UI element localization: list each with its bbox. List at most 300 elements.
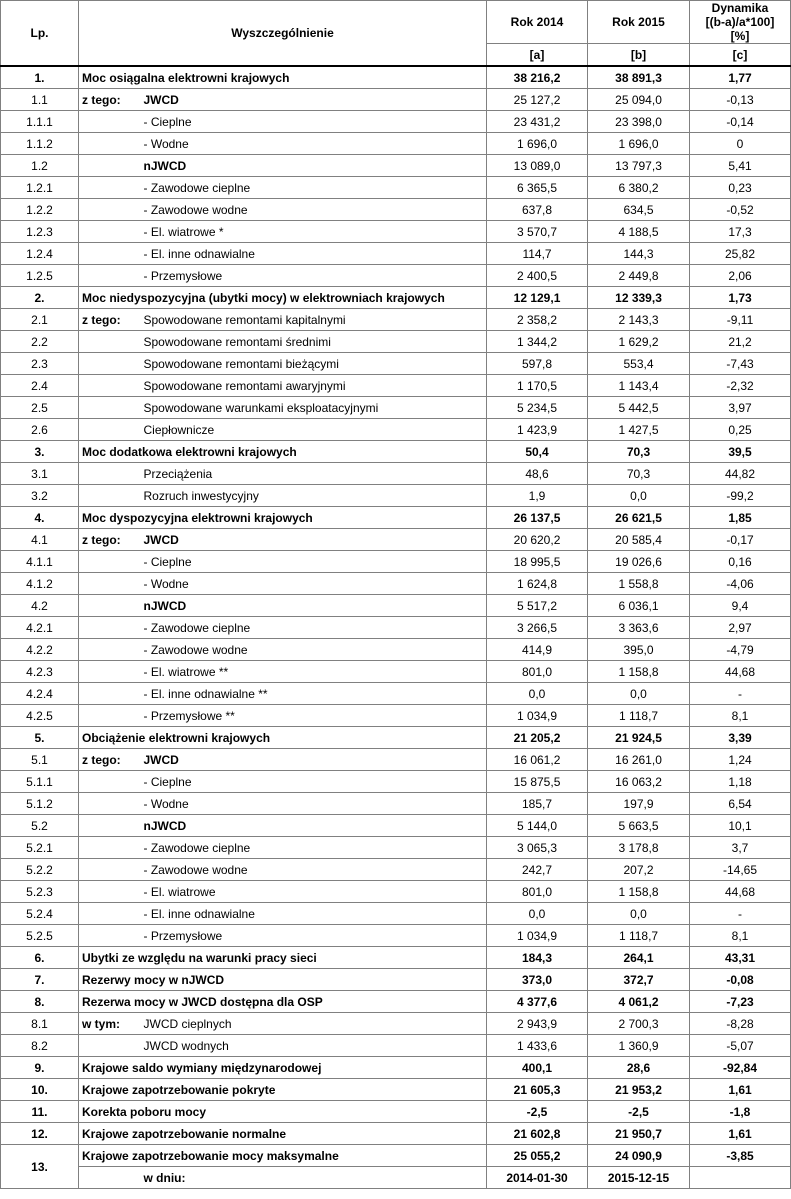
row-value-2015: 23 398,0 <box>588 111 690 133</box>
row-label: Korekta poboru mocy <box>79 1101 487 1123</box>
row-lp: 1.1.2 <box>1 133 79 155</box>
row-lp: 5.2.2 <box>1 859 79 881</box>
header-lp: Lp. <box>1 1 79 67</box>
row-label: Spowodowane warunkami eksploatacyjnymi <box>141 397 487 419</box>
table-row <box>1 243 791 265</box>
row-prefix <box>79 243 141 265</box>
row-lp: 4.1 <box>1 529 79 551</box>
table-row <box>1 265 791 287</box>
table-body <box>1 66 791 1145</box>
row-label: JWCD <box>141 89 487 111</box>
row-prefix <box>79 551 141 573</box>
row-prefix <box>79 859 141 881</box>
row-lp: 1.2.4 <box>1 243 79 265</box>
row-value-2015: 0,0 <box>588 683 690 705</box>
row-value-2014: 25 127,2 <box>487 89 588 111</box>
row-lp: 4.1.2 <box>1 573 79 595</box>
row-dynamics: 1,24 <box>690 749 791 771</box>
row-value-2014: 637,8 <box>487 199 588 221</box>
row-dynamics: 0,23 <box>690 177 791 199</box>
row-prefix <box>79 331 141 353</box>
row-value-2015: 3 363,6 <box>588 617 690 639</box>
row-value-2014: 4 377,6 <box>487 991 588 1013</box>
row-dynamics: 1,85 <box>690 507 791 529</box>
row-value-2015: 21 950,7 <box>588 1123 690 1145</box>
table-row <box>1 133 791 155</box>
row-value-2014: 400,1 <box>487 1057 588 1079</box>
table-row <box>1 331 791 353</box>
row-value-2015: 16 261,0 <box>588 749 690 771</box>
row-date-empty <box>690 1167 791 1189</box>
row-value-2015: 1 158,8 <box>588 661 690 683</box>
row-value-2014: 13 089,0 <box>487 155 588 177</box>
row-prefix: z tego: <box>79 309 141 331</box>
row-value-2015: 24 090,9 <box>588 1145 690 1167</box>
header-name: Wyszczególnienie <box>79 1 487 67</box>
row-prefix: w tym: <box>79 1013 141 1035</box>
row-prefix <box>79 573 141 595</box>
table-row <box>1 441 791 463</box>
row-label: JWCD wodnych <box>141 1035 487 1057</box>
row-dynamics: 39,5 <box>690 441 791 463</box>
table-row <box>1 1079 791 1101</box>
row-lp: 12. <box>1 1123 79 1145</box>
row-value-2015: 372,7 <box>588 969 690 991</box>
row-label: Krajowe saldo wymiany międzynarodowej <box>79 1057 487 1079</box>
row-lp: 2. <box>1 287 79 309</box>
row-dynamics: 44,68 <box>690 881 791 903</box>
row-value-2015: 6 380,2 <box>588 177 690 199</box>
row-dynamics: 1,18 <box>690 771 791 793</box>
row-lp: 1.1 <box>1 89 79 111</box>
row-label: - El. inne odnawialne ** <box>141 683 487 705</box>
row-value-2015: 1 558,8 <box>588 573 690 595</box>
row-label: - Zawodowe cieplne <box>141 177 487 199</box>
row-value-2015: 1 118,7 <box>588 925 690 947</box>
row-dynamics: 9,4 <box>690 595 791 617</box>
row-value-2015: 1 360,9 <box>588 1035 690 1057</box>
row-prefix <box>79 925 141 947</box>
row-lp: 2.4 <box>1 375 79 397</box>
row-value-2015: 1 629,2 <box>588 331 690 353</box>
row-label: Spowodowane remontami awaryjnymi <box>141 375 487 397</box>
row-lp: 4.2.4 <box>1 683 79 705</box>
row-prefix <box>79 705 141 727</box>
table-row <box>1 749 791 771</box>
row-value-2014: 3 570,7 <box>487 221 588 243</box>
row-dynamics: -4,06 <box>690 573 791 595</box>
row-prefix <box>79 199 141 221</box>
row-label: Moc dyspozycyjna elektrowni krajowych <box>79 507 487 529</box>
table-body-last <box>1 1145 791 1189</box>
row-value-2014: 0,0 <box>487 903 588 925</box>
row-lp: 5.2.4 <box>1 903 79 925</box>
row-value-2014: 3 065,3 <box>487 837 588 859</box>
row-prefix <box>79 463 141 485</box>
row-prefix <box>79 353 141 375</box>
row-label: nJWCD <box>141 815 487 837</box>
row-value-2014: 1 423,9 <box>487 419 588 441</box>
table-row <box>1 1035 791 1057</box>
row-value-2014: 2 943,9 <box>487 1013 588 1035</box>
row-value-2014: 20 620,2 <box>487 529 588 551</box>
row-dynamics: -0,17 <box>690 529 791 551</box>
row-value-2014: 1 344,2 <box>487 331 588 353</box>
row-label: - El. inne odnawialne <box>141 903 487 925</box>
header-dynamics-line: Dynamika <box>711 1 769 15</box>
row-label: - Przemysłowe <box>141 265 487 287</box>
row-dynamics: -14,65 <box>690 859 791 881</box>
row-label: nJWCD <box>141 155 487 177</box>
row-value-2015: 3 178,8 <box>588 837 690 859</box>
row-value-2015: 25 094,0 <box>588 89 690 111</box>
row-dynamics: -9,11 <box>690 309 791 331</box>
table-row <box>1 881 791 903</box>
row-dynamics: 2,97 <box>690 617 791 639</box>
row-dynamics: -0,14 <box>690 111 791 133</box>
row-dynamics: 1,61 <box>690 1123 791 1145</box>
row-value-2015: 26 621,5 <box>588 507 690 529</box>
row-value-2014: 6 365,5 <box>487 177 588 199</box>
row-value-2014: 21 602,8 <box>487 1123 588 1145</box>
table-row <box>1 66 791 89</box>
table-row <box>1 507 791 529</box>
row-value-2014: 48,6 <box>487 463 588 485</box>
row-lp: 3.2 <box>1 485 79 507</box>
row-lp: 5.2.3 <box>1 881 79 903</box>
table-row <box>1 221 791 243</box>
row-prefix <box>79 683 141 705</box>
row-value-2015: 13 797,3 <box>588 155 690 177</box>
row-value-2015: 5 442,5 <box>588 397 690 419</box>
row-dynamics: -8,28 <box>690 1013 791 1035</box>
table-row <box>1 485 791 507</box>
row-dynamics: 10,1 <box>690 815 791 837</box>
table-row <box>1 155 791 177</box>
row-dynamics: -0,52 <box>690 199 791 221</box>
row-lp: 1.2 <box>1 155 79 177</box>
row-label: Spowodowane remontami bieżącymi <box>141 353 487 375</box>
table-row <box>1 815 791 837</box>
table-row <box>1 463 791 485</box>
header-dynamics-line: [(b-a)/a*100] <box>705 15 775 29</box>
row-value-2015: 1 427,5 <box>588 419 690 441</box>
row-label: JWCD <box>141 749 487 771</box>
table-row <box>1 727 791 749</box>
row-lp: 2.2 <box>1 331 79 353</box>
row-label: - El. wiatrowe <box>141 881 487 903</box>
row-dynamics: -7,23 <box>690 991 791 1013</box>
table-row <box>1 617 791 639</box>
row-label: Rozruch inwestycyjny <box>141 485 487 507</box>
row-value-2014: 597,8 <box>487 353 588 375</box>
row-value-2014: 18 995,5 <box>487 551 588 573</box>
row-lp: 5.2.1 <box>1 837 79 859</box>
row-dynamics: - <box>690 683 791 705</box>
row-prefix <box>79 837 141 859</box>
row-value-2014: 23 431,2 <box>487 111 588 133</box>
table-row <box>1 837 791 859</box>
row-dynamics: -2,32 <box>690 375 791 397</box>
row-value-2015: 6 036,1 <box>588 595 690 617</box>
row-value-2015: 70,3 <box>588 441 690 463</box>
row-dynamics: -5,07 <box>690 1035 791 1057</box>
row-prefix <box>79 133 141 155</box>
row-prefix <box>79 485 141 507</box>
table-row <box>1 529 791 551</box>
row-dynamics: 1,61 <box>690 1079 791 1101</box>
row-lp: 1.1.1 <box>1 111 79 133</box>
table-row <box>1 375 791 397</box>
row-label: Rezerwy mocy w nJWCD <box>79 969 487 991</box>
row-lp: 5.2.5 <box>1 925 79 947</box>
row-lp: 1.2.2 <box>1 199 79 221</box>
row-value-2014: 185,7 <box>487 793 588 815</box>
row-label: Krajowe zapotrzebowanie mocy maksymalne <box>79 1145 487 1167</box>
row-lp: 4.2.3 <box>1 661 79 683</box>
row-lp: 11. <box>1 1101 79 1123</box>
subheader-b: [b] <box>588 44 690 67</box>
row-prefix <box>79 1035 141 1057</box>
row-value-2014: 5 144,0 <box>487 815 588 837</box>
table-row <box>1 793 791 815</box>
row-dynamics: -1,8 <box>690 1101 791 1123</box>
row-value-2014: 242,7 <box>487 859 588 881</box>
table-row <box>1 89 791 111</box>
row-value-2015: 0,0 <box>588 903 690 925</box>
row-value-2014: 16 061,2 <box>487 749 588 771</box>
row-label: JWCD cieplnych <box>141 1013 487 1035</box>
row-value-2014: 1 170,5 <box>487 375 588 397</box>
row-value-2015: 21 924,5 <box>588 727 690 749</box>
row-date-label: w dniu: <box>141 1167 487 1189</box>
table-row <box>1 1013 791 1035</box>
table-row <box>1 199 791 221</box>
row-value-2014: 12 129,1 <box>487 287 588 309</box>
row-value-2015: 0,0 <box>588 485 690 507</box>
row-prefix: z tego: <box>79 529 141 551</box>
subheader-a: [a] <box>487 44 588 67</box>
row-value-2014: 801,0 <box>487 661 588 683</box>
row-value-2014: 5 517,2 <box>487 595 588 617</box>
row-value-2015: 1 118,7 <box>588 705 690 727</box>
row-value-2015: 264,1 <box>588 947 690 969</box>
row-label: - El. inne odnawialne <box>141 243 487 265</box>
row-value-2015: 207,2 <box>588 859 690 881</box>
row-dynamics: 25,82 <box>690 243 791 265</box>
row-dynamics: 6,54 <box>690 793 791 815</box>
row-prefix <box>79 265 141 287</box>
row-label: Obciążenie elektrowni krajowych <box>79 727 487 749</box>
row-dynamics: -0,13 <box>690 89 791 111</box>
row-value-2014: 3 266,5 <box>487 617 588 639</box>
row-lp: 8.2 <box>1 1035 79 1057</box>
row-prefix <box>79 661 141 683</box>
row-value-2015: 2 449,8 <box>588 265 690 287</box>
row-value-2014: 184,3 <box>487 947 588 969</box>
row-label: Ubytki ze względu na warunki pracy sieci <box>79 947 487 969</box>
table-row <box>1 397 791 419</box>
row-dynamics: - <box>690 903 791 925</box>
row-dynamics: 8,1 <box>690 705 791 727</box>
row-dynamics: -0,08 <box>690 969 791 991</box>
table-row <box>1 573 791 595</box>
row-label: - El. wiatrowe ** <box>141 661 487 683</box>
row-value-2015: 2 143,3 <box>588 309 690 331</box>
table-row <box>1 551 791 573</box>
row-label: Spowodowane remontami średnimi <box>141 331 487 353</box>
row-prefix <box>79 221 141 243</box>
row-label: Moc niedyspozycyjna (ubytki mocy) w elektrowniach krajowych <box>79 287 487 309</box>
row-value-2015: 4 061,2 <box>588 991 690 1013</box>
row-label: - Zawodowe wodne <box>141 639 487 661</box>
row-label: Moc osiągalna elektrowni krajowych <box>79 66 487 89</box>
row-value-2015: 21 953,2 <box>588 1079 690 1101</box>
header-year-2015: Rok 2015 <box>588 1 690 44</box>
row-prefix <box>79 397 141 419</box>
row-lp: 2.3 <box>1 353 79 375</box>
row-lp: 2.1 <box>1 309 79 331</box>
row-label: Krajowe zapotrzebowanie normalne <box>79 1123 487 1145</box>
row-dynamics: 8,1 <box>690 925 791 947</box>
row-value-2015: 12 339,3 <box>588 287 690 309</box>
row-lp: 4.2.1 <box>1 617 79 639</box>
row-value-2014: 1 034,9 <box>487 705 588 727</box>
row-value-2015: 553,4 <box>588 353 690 375</box>
table-row <box>1 947 791 969</box>
row-value-2014: -2,5 <box>487 1101 588 1123</box>
row-label: - Zawodowe cieplne <box>141 617 487 639</box>
row-value-2014: 1,9 <box>487 485 588 507</box>
header-dynamics-line: [%] <box>730 29 750 43</box>
row-label: nJWCD <box>141 595 487 617</box>
row-value-2014: 38 216,2 <box>487 66 588 89</box>
row-label: - Zawodowe wodne <box>141 859 487 881</box>
subheader-c: [c] <box>690 44 791 67</box>
row-lp: 5.1.1 <box>1 771 79 793</box>
row-value-2015: 38 891,3 <box>588 66 690 89</box>
table-row <box>1 1167 791 1189</box>
row-prefix: z tego: <box>79 89 141 111</box>
row-lp: 7. <box>1 969 79 991</box>
row-value-2015: 28,6 <box>588 1057 690 1079</box>
table-row <box>1 639 791 661</box>
row-dynamics: 43,31 <box>690 947 791 969</box>
row-value-2014: 114,7 <box>487 243 588 265</box>
row-dynamics: -3,85 <box>690 1145 791 1167</box>
row-value-2015: 144,3 <box>588 243 690 265</box>
row-value-2015: 1 158,8 <box>588 881 690 903</box>
row-dynamics: 3,7 <box>690 837 791 859</box>
row-dynamics: 44,82 <box>690 463 791 485</box>
row-label: - Przemysłowe <box>141 925 487 947</box>
row-value-2015: 1 696,0 <box>588 133 690 155</box>
row-value-2015: 20 585,4 <box>588 529 690 551</box>
table-row <box>1 1145 791 1167</box>
row-lp: 1. <box>1 66 79 89</box>
row-label: Moc dodatkowa elektrowni krajowych <box>79 441 487 463</box>
row-prefix <box>79 639 141 661</box>
row-dynamics: 44,68 <box>690 661 791 683</box>
row-lp: 13. <box>1 1145 79 1189</box>
row-value-2014: 1 034,9 <box>487 925 588 947</box>
row-lp: 4.1.1 <box>1 551 79 573</box>
row-value-2014: 1 624,8 <box>487 573 588 595</box>
row-label: - Cieplne <box>141 771 487 793</box>
row-lp: 1.2.5 <box>1 265 79 287</box>
row-dynamics: -99,2 <box>690 485 791 507</box>
row-lp: 3.1 <box>1 463 79 485</box>
table-row <box>1 991 791 1013</box>
row-label: - Przemysłowe ** <box>141 705 487 727</box>
row-lp: 9. <box>1 1057 79 1079</box>
row-prefix <box>79 903 141 925</box>
row-value-2015: 19 026,6 <box>588 551 690 573</box>
row-dynamics: 3,97 <box>690 397 791 419</box>
row-lp: 8.1 <box>1 1013 79 1035</box>
row-dynamics: 3,39 <box>690 727 791 749</box>
row-dynamics: 2,06 <box>690 265 791 287</box>
row-value-2014: 1 696,0 <box>487 133 588 155</box>
table-row <box>1 969 791 991</box>
row-value-2015: 197,9 <box>588 793 690 815</box>
table-row <box>1 111 791 133</box>
header-year-2014: Rok 2014 <box>487 1 588 44</box>
row-lp: 4. <box>1 507 79 529</box>
row-value-2014: 0,0 <box>487 683 588 705</box>
row-label: - Cieplne <box>141 551 487 573</box>
row-label: Spowodowane remontami kapitalnymi <box>141 309 487 331</box>
row-prefix <box>79 617 141 639</box>
table-row <box>1 287 791 309</box>
row-dynamics: -92,84 <box>690 1057 791 1079</box>
table-row <box>1 925 791 947</box>
row-lp: 4.2.5 <box>1 705 79 727</box>
row-dynamics: 1,73 <box>690 287 791 309</box>
row-value-2014: 2 358,2 <box>487 309 588 331</box>
table-row <box>1 859 791 881</box>
row-prefix <box>79 815 141 837</box>
row-lp: 1.2.1 <box>1 177 79 199</box>
table-row <box>1 771 791 793</box>
row-label: - Zawodowe wodne <box>141 199 487 221</box>
row-lp: 1.2.3 <box>1 221 79 243</box>
row-value-2014: 21 205,2 <box>487 727 588 749</box>
row-label: Przeciążenia <box>141 463 487 485</box>
row-value-2015: 70,3 <box>588 463 690 485</box>
row-prefix: z tego: <box>79 749 141 771</box>
row-value-2014: 21 605,3 <box>487 1079 588 1101</box>
row-lp: 5.1.2 <box>1 793 79 815</box>
row-label: Ciepłownicze <box>141 419 487 441</box>
row-lp: 6. <box>1 947 79 969</box>
row-value-2014: 25 055,2 <box>487 1145 588 1167</box>
table-row <box>1 419 791 441</box>
table-row <box>1 309 791 331</box>
row-dynamics: 0 <box>690 133 791 155</box>
row-prefix <box>79 111 141 133</box>
row-prefix <box>79 419 141 441</box>
row-value-2014: 50,4 <box>487 441 588 463</box>
row-value-2015: 395,0 <box>588 639 690 661</box>
row-value-2015: -2,5 <box>588 1101 690 1123</box>
row-dynamics: 17,3 <box>690 221 791 243</box>
row-value-2015: 5 663,5 <box>588 815 690 837</box>
row-prefix <box>79 881 141 903</box>
row-label: Krajowe zapotrzebowanie pokryte <box>79 1079 487 1101</box>
row-value-2015: 2 700,3 <box>588 1013 690 1035</box>
row-lp: 10. <box>1 1079 79 1101</box>
